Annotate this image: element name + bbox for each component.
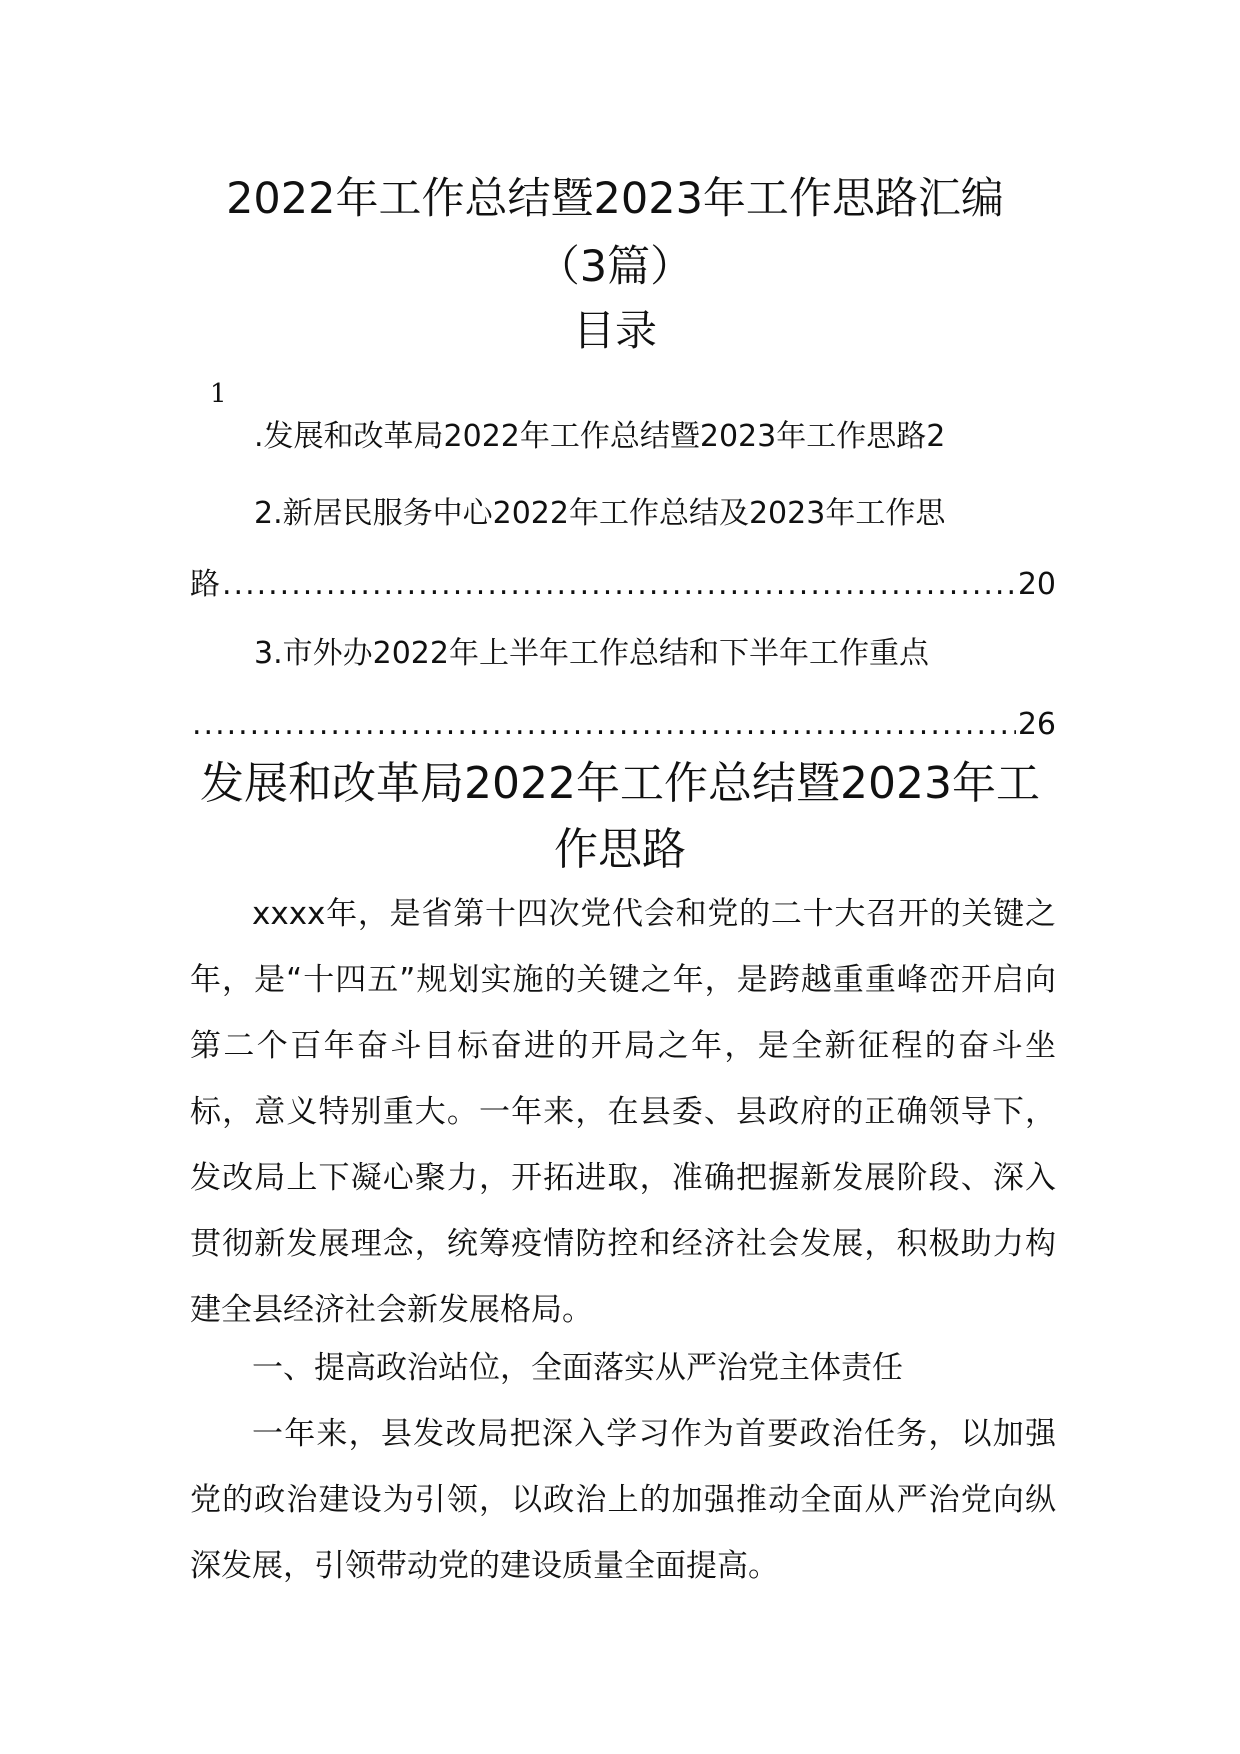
toc-item-number: 1 [210, 379, 227, 409]
toc-item-1-text: .发展和改革局2022年工作总结暨2023年工作思路 [254, 419, 927, 454]
toc-item-3-line1[interactable] [190, 626, 1056, 682]
toc-item-3-line2[interactable] [190, 697, 1056, 753]
toc-item-3-page: 26 [1017, 707, 1056, 742]
toc-item-2-page: 20 [1017, 567, 1056, 602]
toc-heading: 目录 [572, 306, 657, 355]
toc-item-2-line1[interactable] [190, 486, 1056, 542]
compilation-title-line1: 2022年工作总结暨2023年工作思路汇编 [226, 174, 1004, 224]
toc-item-1[interactable] [190, 409, 1056, 465]
toc-item-2-line2[interactable] [190, 557, 1056, 613]
toc-leader-dots [192, 697, 1016, 753]
section-heading-1: 一、提高政治站位，全面落实从严治党主体责任 [252, 1350, 903, 1386]
toc-leader-dots [222, 557, 1016, 613]
compilation-title-line2: （3篇） [536, 242, 694, 292]
toc-item-1-page: 2 [926, 419, 946, 454]
body-paragraph-section-1: 一年来，县发改局把深入学习作为首要政治任务，以加强党的政治建设为引领，以政治上的加强推动全面从严治党向纵深发展，引领带动党的建设质量全面提高。 [190, 1416, 1056, 1584]
article-title-line2: 作思路 [554, 824, 686, 875]
toc-item-2-text-cont: 路 [190, 567, 220, 602]
body-paragraph-intro: xxxx年，是省第十四次党代会和党的二十大召开的关键之年，是“十四五”规划实施的关键之年，是跨越重重峰峦开启向第二个百年奋斗目标奋进的开局之年，是全新征程的奋斗坐标，意义特别重大。一年来，在县委、县政府的正确领导下，发改局上下凝心聚力，开拓进取，准确把握新发展阶段、深入贯彻新发展理念，统筹疫情防控和经济社会发展，积极助力构建全县经济社会新发展格局。 [190, 896, 1056, 1328]
article-title-line1: 发展和改革局2022年工作总结暨2023年工 [200, 758, 1040, 809]
toc-item-2-text: 2.新居民服务中心2022年工作总结及2023年工作思 [254, 496, 946, 531]
toc-item-3-text: 3.市外办2022年上半年工作总结和下半年工作重点 [254, 636, 929, 671]
